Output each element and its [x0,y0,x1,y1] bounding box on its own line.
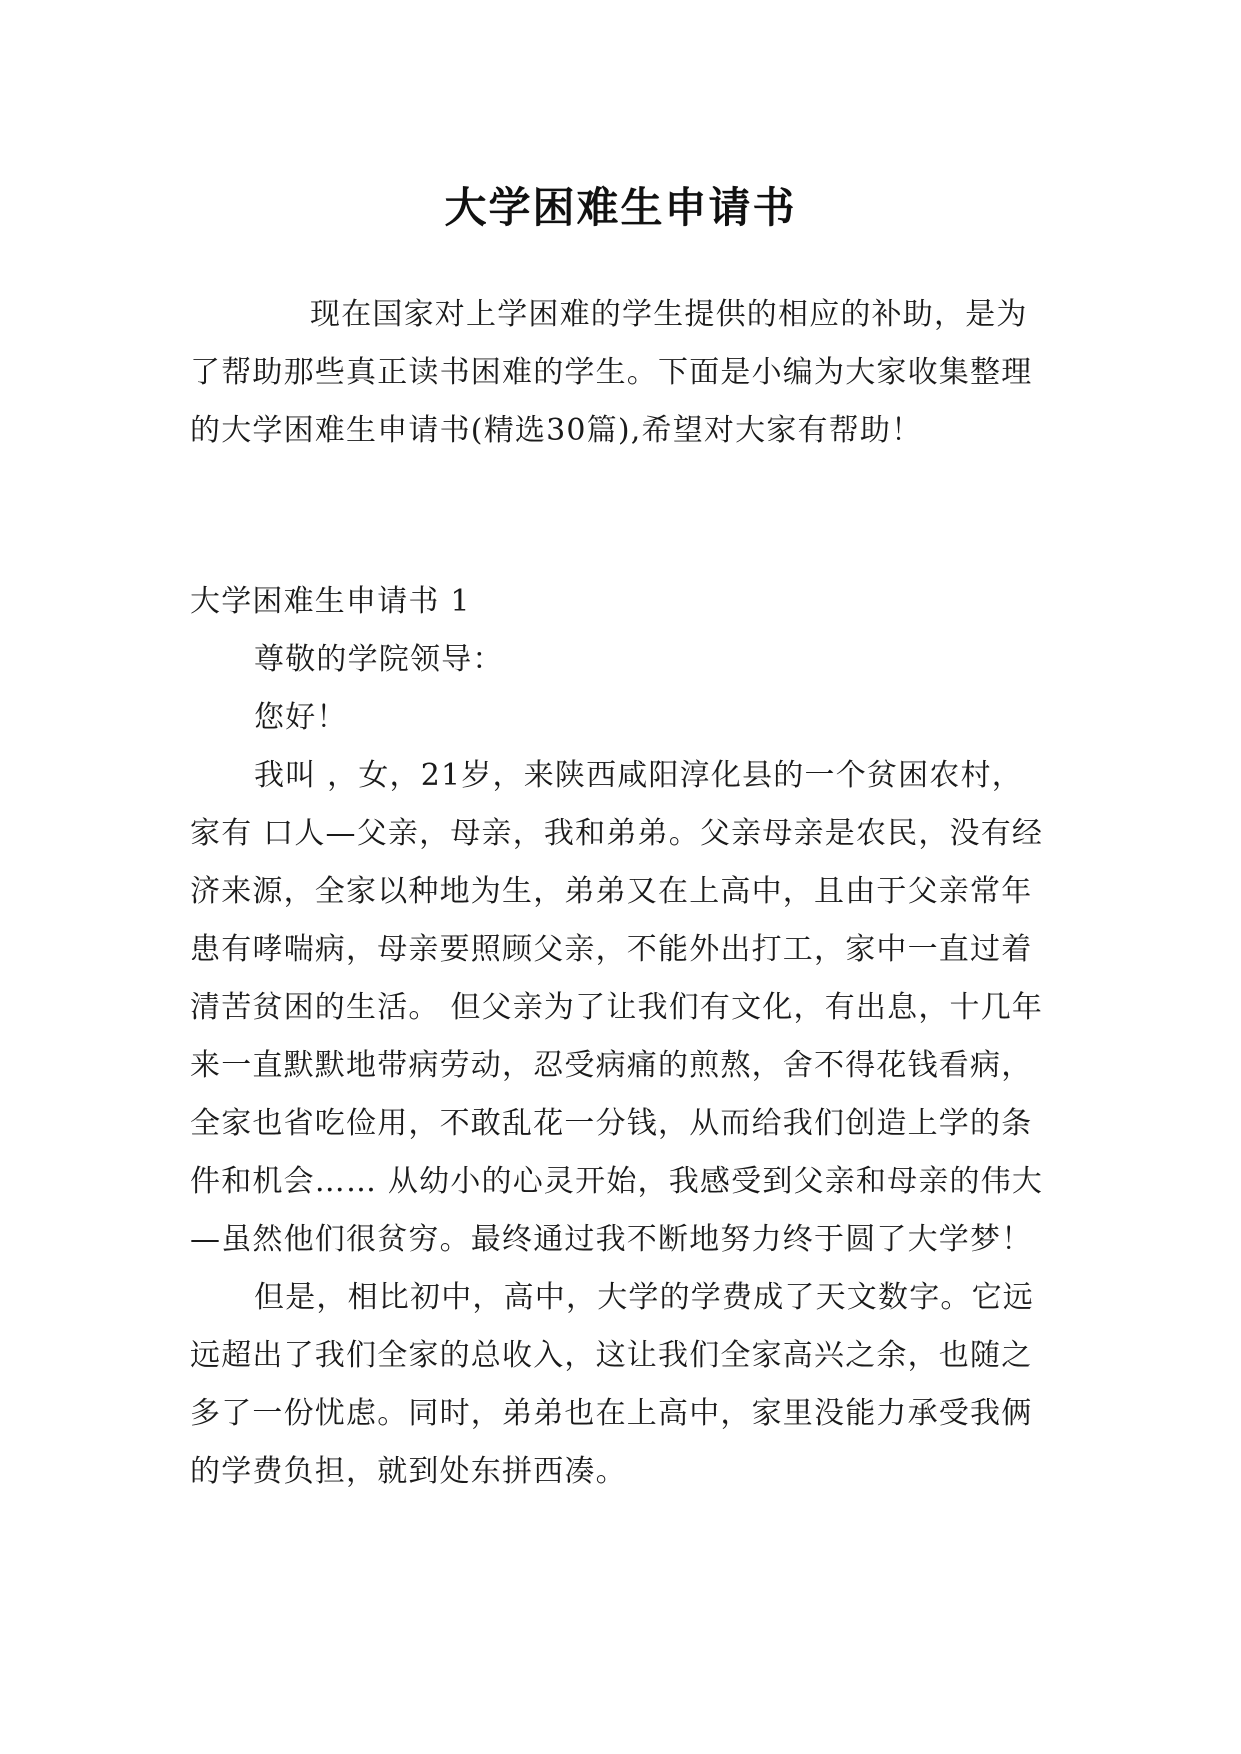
salutation: 尊敬的学院领导： [254,642,504,677]
document-body [190,286,1052,1501]
intro-paragraph: 现在国家对上学困难的学生提供的相应的补助，是为了帮助那些真正读书困难的学生。下面是小编为大家收集整理的大学困难生申请书(精选30篇),希望对大家有帮助！ [190,297,1033,448]
body-paragraph: 但是，相比初中，高中，大学的学费成了天文数字。它远远超出了我们全家的总收入，这让我们全家高兴之余，也随之多了一份忧虑。同时，弟弟也在上高中，家里没能力承受我俩的学费负担，就到处东拼西凑。 [190,1280,1034,1489]
section-heading: 大学困难生申请书 1 [190,584,471,619]
greeting: 您好！ [254,700,348,735]
body-paragraph: 我叫 ，女，21岁，来陕西咸阳淳化县的一个贫困农村，家有 口人—父亲，母亲，我和弟弟。父亲母亲是农民，没有经济来源，全家以种地为生，弟弟又在上高中，且由于父亲常年患有哮喘病，母亲要照顾父亲，不能外出打工，家中一直过着清苦贫困的生活。 但父亲为了让我们有文化，有出息，十几年来一直默默地带病劳动，忍受病痛的煎熬，舍不得花钱看病，全家也省吃俭用，不敢乱花一分钱，从而给我们创造上学的条件和机会…… 从幼小的心灵开始，我感受到父亲和母亲的伟大—虽然他们很贫穷。最终通过我不断地努力终于圆了大学梦！ [190,758,1044,1257]
document-title: 大学困难生申请书 [444,183,797,233]
